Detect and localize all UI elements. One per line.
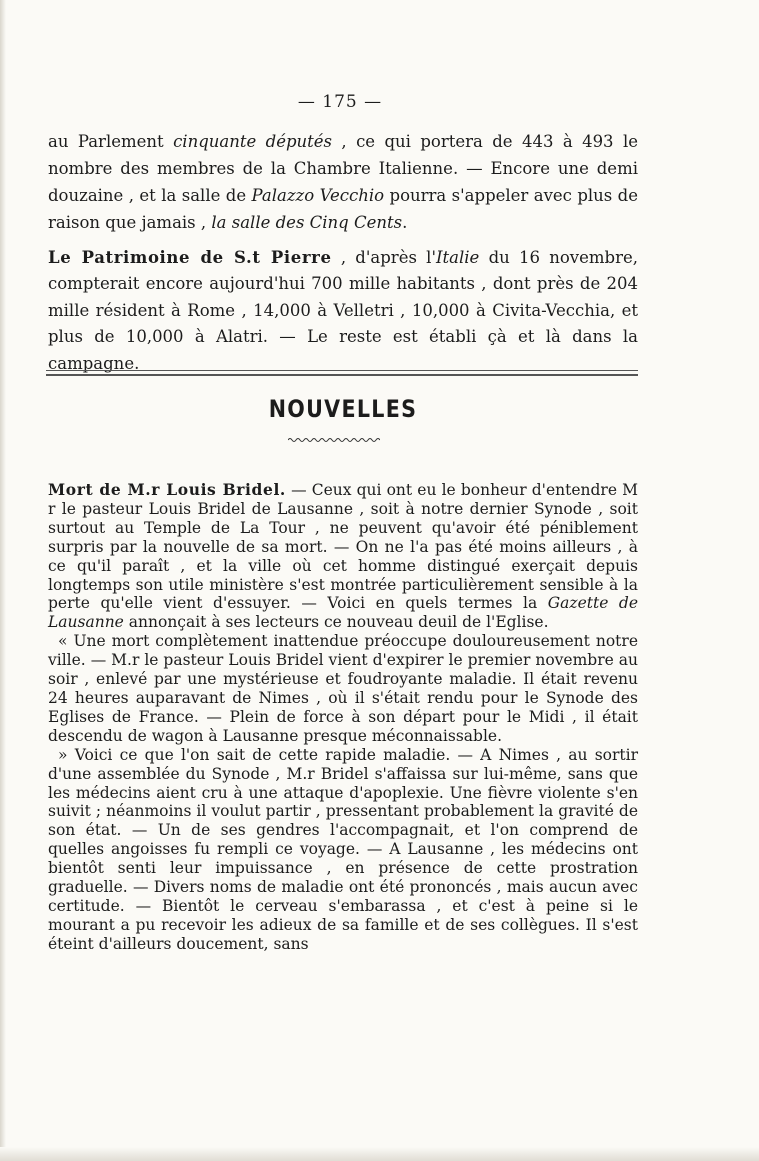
paragraph-lead: Le Patrimoine de S.t Pierre: [48, 248, 332, 267]
italic-run: Gazette de Lausanne: [48, 594, 639, 632]
italic-run: la salle des Cinq Cents: [211, 213, 403, 232]
text-run: annonçait à ses lecteurs ce nouveau deuil de l'Eglise.: [123, 613, 549, 632]
article-lead: Mort de M.r Louis Bridel.: [48, 480, 286, 499]
text-run: , d'après l': [331, 248, 436, 267]
page-bottom-edge: [0, 1147, 759, 1161]
article-quote-paragraph: » Voici ce que l'on sait de cette rapide maladie. — A Nimes , au sortir d'une assemblée du Synode , M.r Bridel s'affaissa sur lui-même, sans que les médecins aient cru à une attaque d'apoplexie. Une fièvre violente s'en suivit ; néanmoins il voulut partir , pressentant probablement la gravité de son état. — Un de ses gendres l'accompagnait, et l'on comprend de quelles angoisses fu rempli ce voyage. — A Lausanne , les médecins ont bientôt senti leur impuissance , en présence de cette prostration graduelle. — Divers noms de maladie ont été prononcés , mais aucun avec certitude. — Bientôt le cerveau s'embarassa , et c'est à peine si le mourant a pu recevoir les adieux de sa famille et de ses collègues. Il s'est éteint d'ailleurs doucement, sans: [48, 745, 638, 953]
italic-run: cinquante députés: [173, 132, 333, 151]
paragraph-parliament: [48, 128, 638, 236]
section-rule-thick: [46, 374, 638, 376]
text-run: , ce qui portera de 443 à 493 le nombre des membres de la Chambre Italienne. — Encore une demi douzaine , et la salle de: [48, 132, 638, 205]
paragraph-patrimoine: [48, 245, 638, 377]
page-edge-shadow: [0, 0, 6, 1161]
article-paragraph: [48, 481, 638, 632]
page-number: — 175 —: [297, 92, 383, 112]
ornament-squiggle: [288, 436, 380, 444]
text-run: au Parlement: [48, 132, 174, 151]
article-quote-paragraph: « Une mort complètement inattendue préoccupe douloureusement notre ville. — M.r le pasteur Louis Bridel vient d'expirer le premier novembre au soir , enlevé par une mystérieuse et foudroyante maladie. Il était revenu 24 heures auparavant de Nimes , où il s'était rendu pour le Synode des Eglises de France. — Plein de force à son départ pour le Midi , il était descendu de wagon à Lausanne presque méconnaissable.: [48, 632, 638, 745]
section-heading: NOUVELLES: [268, 395, 418, 423]
text-run: pourra s'appeler avec plus de raison que jamais ,: [48, 186, 639, 232]
text-run: .: [402, 213, 408, 232]
text-run: — Ceux qui ont eu le bonheur d'entendre M r le pasteur Louis Bridel de Lausanne , soit à notre dernier Synode , soit surtout au Temple de La Tour , ne peuvent qu'avoir été péniblement surpris par la nouvelle de sa mort. — On ne l'a pas été moins ailleurs , à ce qu'il paraît , et la ville où cet homme distingué exerçait depuis longtemps son utile ministère s'est montrée particulièrement sensible à la perte qu'elle vient d'essuyer. — Voici en quels termes la: [48, 481, 638, 613]
text-run: du 16 novembre, compterait encore aujourd'hui 700 mille habitants , dont près de 204 mille résident à Rome , 14,000 à Velletri , 10,000 à Civita-Vecchia, et plus de 10,000 à Alatri. — Le reste est établi çà et là dans la campagne.: [48, 248, 639, 373]
section-rule: [46, 370, 638, 371]
article-bridel: [48, 481, 638, 954]
italic-run: Italie: [436, 248, 480, 267]
italic-run: Palazzo Vecchio: [251, 186, 385, 205]
